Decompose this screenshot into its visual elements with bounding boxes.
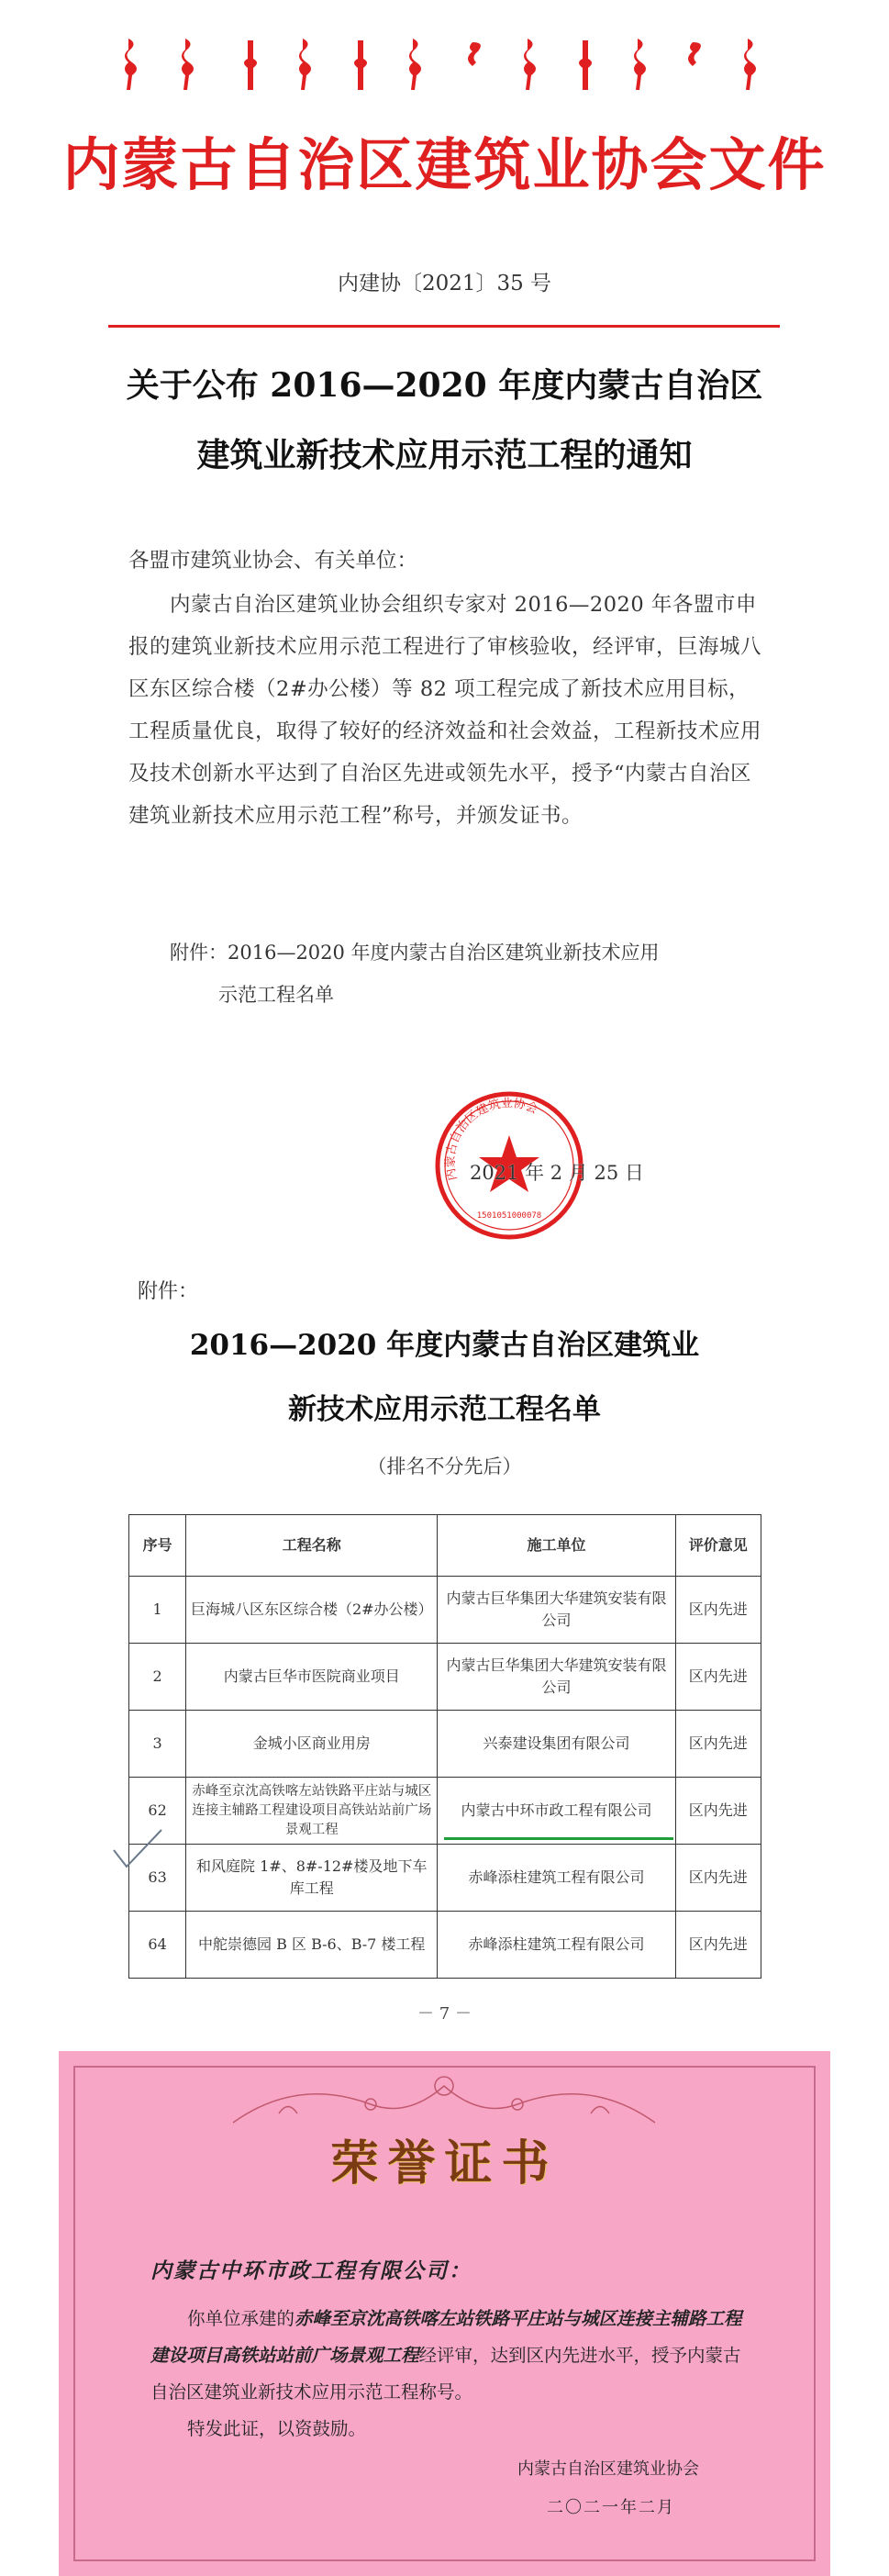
col-header-name: 工程名称 xyxy=(186,1515,438,1577)
certificate-project: 赤峰至京沈高铁喀左站铁路平庄站与城区连接主辅路工程建设项目高铁站站前广场景观工程 xyxy=(150,2308,742,2366)
cell-seq: 2 xyxy=(129,1644,186,1711)
cell-seq: 62 xyxy=(129,1778,186,1845)
cell-name: 内蒙古巨华市医院商业项目 xyxy=(186,1644,438,1711)
cell-unit: 内蒙古巨华集团大华建筑安装有限公司 xyxy=(438,1577,675,1644)
page-number: － 7 － xyxy=(417,2004,472,2024)
project-table xyxy=(128,1514,761,1979)
cell-eval: 区内先进 xyxy=(675,1845,761,1912)
cell-unit: 内蒙古巨华集团大华建筑安装有限公司 xyxy=(438,1644,675,1711)
notice-page xyxy=(0,0,889,1257)
certificate-recipient: 内蒙古中环市政工程有限公司： xyxy=(150,2258,472,2283)
cell-eval: 区内先进 xyxy=(675,1644,761,1711)
notice-title-line1: 关于公布 2016—2020 年度内蒙古自治区 xyxy=(126,366,763,405)
cell-seq: 1 xyxy=(129,1577,186,1644)
cell-unit: 赤峰添柱建筑工程有限公司 xyxy=(438,1912,675,1979)
cell-seq: 3 xyxy=(129,1711,186,1778)
notice-date: 2021 年 2 月 25 日 xyxy=(470,1162,644,1184)
table-row-highlighted xyxy=(129,1778,761,1845)
mongolian-script-header xyxy=(119,37,771,92)
cell-eval: 区内先进 xyxy=(675,1912,761,1979)
cell-unit: 内蒙古中环市政工程有限公司 xyxy=(438,1778,675,1845)
table-row xyxy=(129,1845,761,1912)
cell-name: 赤峰至京沈高铁喀左站铁路平庄站与城区连接主辅路工程建设项目高铁站站前广场景观工程 xyxy=(186,1778,438,1845)
cell-seq: 64 xyxy=(129,1912,186,1979)
cell-eval: 区内先进 xyxy=(675,1577,761,1644)
list-note: （排名不分先后） xyxy=(367,1455,522,1478)
document-number: 内建协〔2021〕35 号 xyxy=(337,272,552,296)
col-header-eval: 评价意见 xyxy=(675,1515,761,1577)
col-header-unit: 施工单位 xyxy=(438,1515,675,1577)
list-title-line2: 新技术应用示范工程名单 xyxy=(288,1393,601,1426)
table-header-row xyxy=(129,1515,761,1577)
checkmark-icon xyxy=(110,1826,165,1872)
certificate-closing: 特发此证，以资鼓励。 xyxy=(187,2418,367,2439)
list-title-line1: 2016—2020 年度内蒙古自治区建筑业 xyxy=(189,1329,700,1362)
certificate-body xyxy=(150,2301,747,2411)
notice-body: 内蒙古自治区建筑业协会组织专家对 2016—2020 年各盟市申报的建筑业新技术应用示范工程进行了审核验收，经评审，巨海城八区东区综合楼（2#办公楼）等 82 项工程完成了新技术应用目标，工程质量优良，取得了较好的经济效益和社会效益，工程新技术应用及技术创新水平达到了自治区先进或领先水平，授予“内蒙古自治区建筑业新技术应用示范工程”称号，并颁发证书。 xyxy=(128,593,762,828)
cell-unit: 赤峰添柱建筑工程有限公司 xyxy=(438,1845,675,1912)
table-row xyxy=(129,1711,761,1778)
cell-eval: 区内先进 xyxy=(675,1778,761,1845)
certificate-issuer: 内蒙古自治区建筑业协会 xyxy=(517,2459,699,2479)
notice-title-line2: 建筑业新技术应用示范工程的通知 xyxy=(196,436,693,474)
org-header: 内蒙古自治区建筑业协会文件 xyxy=(62,131,827,198)
header-divider xyxy=(108,325,780,328)
col-header-seq: 序号 xyxy=(129,1515,186,1577)
cell-eval: 区内先进 xyxy=(675,1711,761,1778)
cell-name: 和风庭院 1#、8#-12#楼及地下车库工程 xyxy=(186,1845,438,1912)
highlight-underline xyxy=(444,1837,673,1840)
cell-name: 中舵崇德园 B 区 B-6、B-7 楼工程 xyxy=(186,1912,438,1979)
attachment-line2: 示范工程名单 xyxy=(218,984,334,1006)
certificate-date: 二〇二一年二月 xyxy=(547,2498,675,2517)
cell-seq: 63 xyxy=(129,1845,186,1912)
certificate-title: 荣誉证书 xyxy=(330,2136,559,2191)
salutation: 各盟市建筑业协会、有关单位： xyxy=(128,549,418,573)
attachment-line1: 附件：2016—2020 年度内蒙古自治区建筑业新技术应用 xyxy=(170,942,660,964)
seal-number: 1501051000078 xyxy=(476,1211,542,1221)
cell-unit: 兴泰建设集团有限公司 xyxy=(438,1711,675,1778)
honor-certificate xyxy=(59,2051,830,2576)
table-row xyxy=(129,1912,761,1979)
cell-name: 金城小区商业用房 xyxy=(186,1711,438,1778)
cell-name: 巨海城八区东区综合楼（2#办公楼） xyxy=(186,1577,438,1644)
svg-text:内蒙古自治区建筑业协会: 内蒙古自治区建筑业协会 xyxy=(443,1097,540,1182)
attachment-label: 附件： xyxy=(138,1280,199,1303)
table-row xyxy=(129,1644,761,1711)
certificate-body-suffix: 经评审，达到区内先进水平，授予内蒙古自治区建筑业新技术应用示范工程称号。 xyxy=(150,2345,741,2403)
attachment-page xyxy=(0,1257,889,2037)
table-row xyxy=(129,1577,761,1644)
certificate-body-prefix: 你单位承建的 xyxy=(187,2308,295,2329)
